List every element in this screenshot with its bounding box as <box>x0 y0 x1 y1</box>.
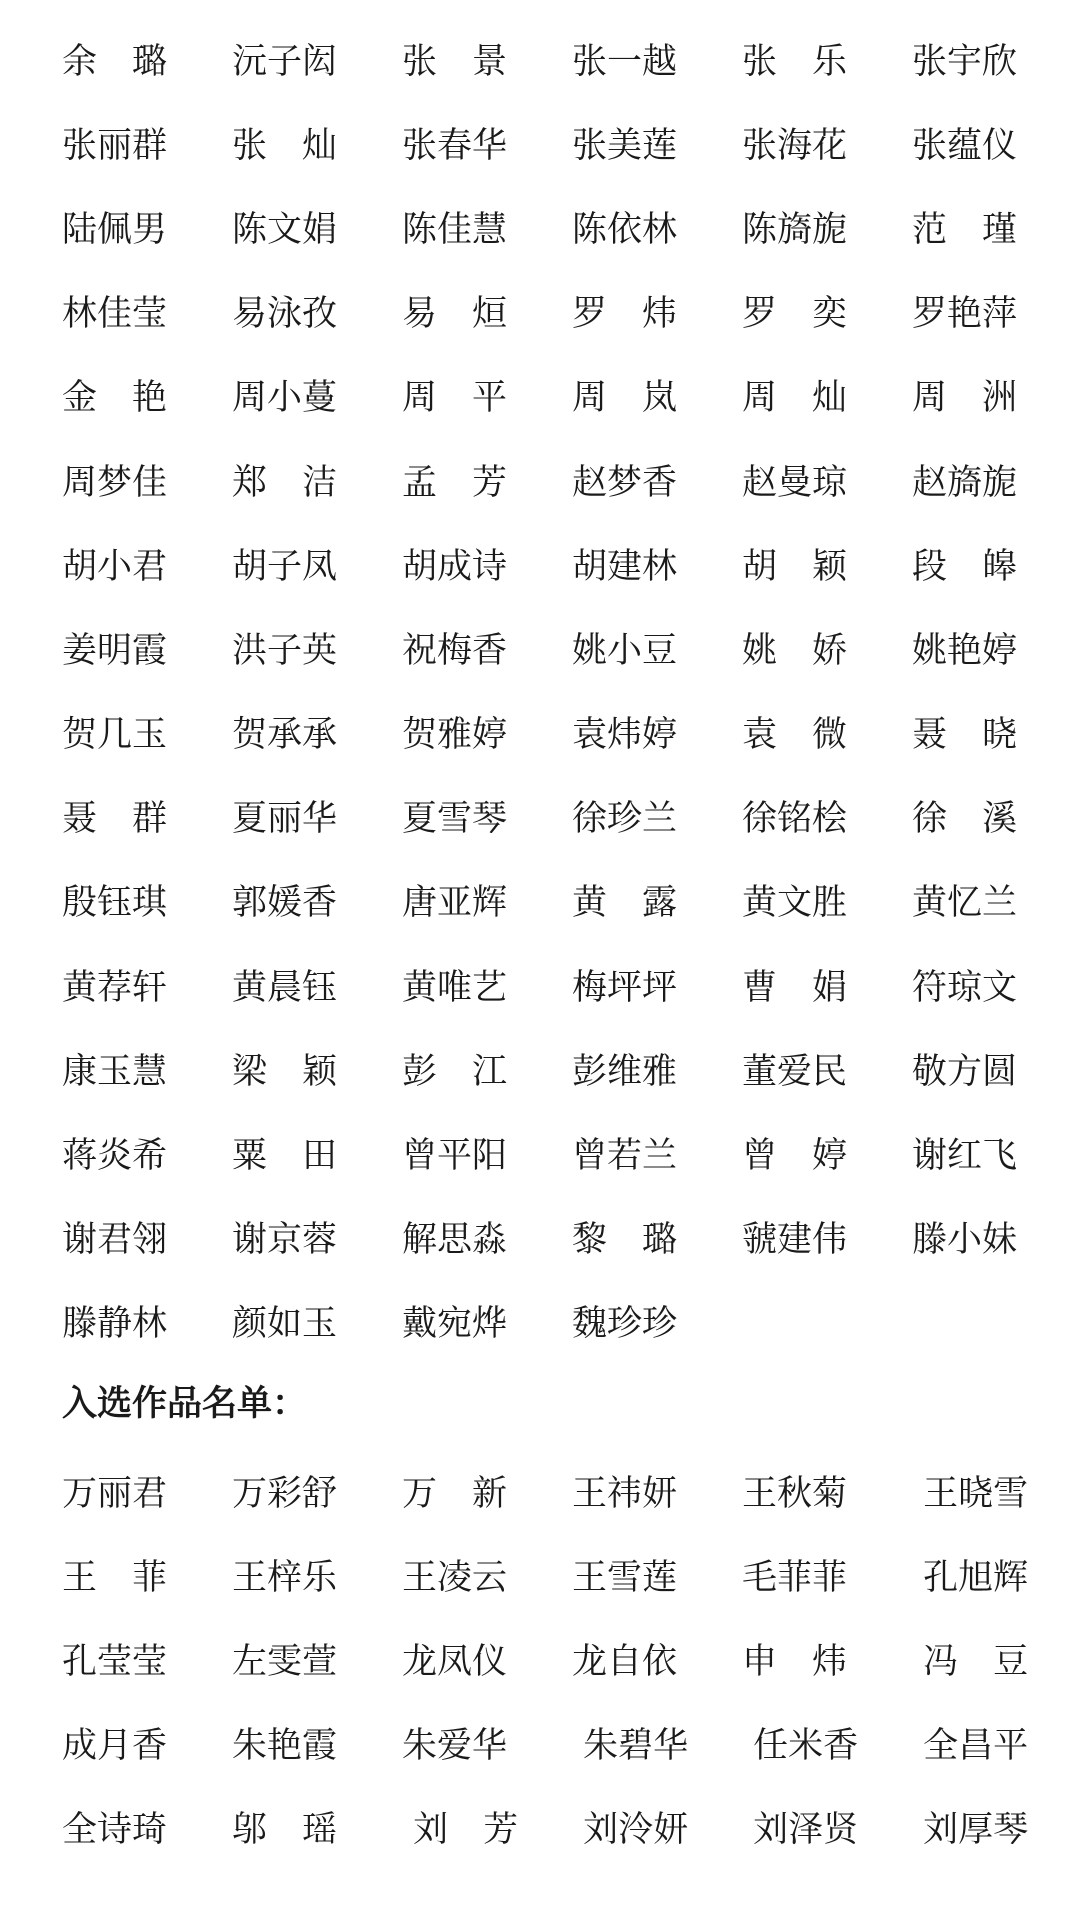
name-entry: 朱艳霞 <box>232 1726 338 1767</box>
name-entry: 赵梦香 <box>572 462 678 503</box>
name-entry: 范 瑾 <box>912 209 1018 250</box>
name-entry: 祝梅香 <box>402 630 508 671</box>
name-entry: 罗 炜 <box>572 294 678 335</box>
name-entry: 谢京蓉 <box>232 1220 338 1261</box>
name-entry: 黄晨钰 <box>232 967 338 1008</box>
name-entry: 孟 芳 <box>402 462 508 503</box>
name-entry: 梁 颖 <box>232 1051 338 1092</box>
name-entry: 陆佩男 <box>62 209 168 250</box>
name-entry: 贺雅婷 <box>402 715 508 756</box>
name-entry: 颜如玉 <box>232 1304 338 1345</box>
name-entry: 周 灿 <box>742 378 848 419</box>
name-entry: 姜明霞 <box>62 630 168 671</box>
name-list-grid <box>62 20 1080 1367</box>
name-entry: 董爱民 <box>742 1051 848 1092</box>
name-entry: 周 岚 <box>572 378 678 419</box>
name-entry: 沅子闳 <box>232 41 338 82</box>
name-entry: 张丽群 <box>62 125 168 166</box>
name-entry: 张美莲 <box>572 125 678 166</box>
name-entry: 刘 芳 <box>402 1810 519 1851</box>
name-entry: 黎 璐 <box>572 1220 678 1261</box>
name-entry: 周梦佳 <box>62 462 168 503</box>
name-entry: 解思淼 <box>402 1220 508 1261</box>
name-entry: 张春华 <box>402 125 508 166</box>
name-entry: 徐珍兰 <box>572 799 678 840</box>
name-entry: 万彩舒 <box>232 1473 338 1514</box>
name-entry: 张海花 <box>742 125 848 166</box>
name-entry: 徐 溪 <box>912 799 1018 840</box>
name-entry: 任米香 <box>742 1726 859 1767</box>
name-entry: 王雪莲 <box>572 1557 678 1598</box>
name-entry: 张 乐 <box>742 41 848 82</box>
name-entry: 张宇欣 <box>912 41 1018 82</box>
name-entry: 陈依林 <box>572 209 678 250</box>
name-entry: 袁炜婷 <box>572 715 678 756</box>
name-entry: 郑 洁 <box>232 462 338 503</box>
name-entry: 黄荐轩 <box>62 967 168 1008</box>
name-entry: 贺承承 <box>232 715 338 756</box>
name-entry: 张蕴仪 <box>912 125 1018 166</box>
name-entry: 金 艳 <box>62 378 168 419</box>
name-entry: 符琼文 <box>912 967 1018 1008</box>
name-entry: 黄唯艺 <box>402 967 508 1008</box>
name-entry: 戴宛烨 <box>402 1304 508 1345</box>
name-entry: 赵旖旎 <box>912 462 1018 503</box>
name-entry: 殷钰琪 <box>62 883 168 924</box>
name-entry: 陈文娟 <box>232 209 338 250</box>
name-entry: 朱碧华 <box>572 1726 689 1767</box>
name-entry: 周小蔓 <box>232 378 338 419</box>
name-entry: 姚艳婷 <box>912 630 1018 671</box>
name-entry: 张一越 <box>572 41 678 82</box>
name-entry: 易 烜 <box>402 294 508 335</box>
name-entry: 易泳孜 <box>232 294 338 335</box>
name-entry: 龙凤仪 <box>402 1641 508 1682</box>
name-entry: 申 炜 <box>742 1641 848 1682</box>
name-entry: 王梓乐 <box>232 1557 338 1598</box>
name-entry: 全诗琦 <box>62 1810 168 1851</box>
name-entry: 孔旭辉 <box>912 1557 1029 1598</box>
name-entry: 毛菲菲 <box>742 1557 848 1598</box>
name-entry: 魏珍珍 <box>572 1304 678 1345</box>
name-entry: 聂 群 <box>62 799 168 840</box>
name-entry: 谢红飞 <box>912 1136 1018 1177</box>
name-entry: 梅坪坪 <box>572 967 678 1008</box>
name-entry: 龙自依 <box>572 1641 678 1682</box>
name-entry: 谢君翎 <box>62 1220 168 1261</box>
name-entry: 全昌平 <box>912 1726 1029 1767</box>
name-entry: 刘泠妍 <box>572 1810 689 1851</box>
name-entry: 刘厚琴 <box>912 1810 1029 1851</box>
name-entry: 左雯萱 <box>232 1641 338 1682</box>
name-entry: 郭媛香 <box>232 883 338 924</box>
name-entry: 张 景 <box>402 41 508 82</box>
selected-works-list-grid <box>62 1452 1080 1873</box>
name-entry: 夏丽华 <box>232 799 338 840</box>
name-entry: 余 璐 <box>62 41 168 82</box>
name-entry: 洪子英 <box>232 630 338 671</box>
name-entry: 冯 豆 <box>912 1641 1029 1682</box>
name-entry: 周 平 <box>402 378 508 419</box>
name-entry: 夏雪琴 <box>402 799 508 840</box>
name-entry: 胡 颖 <box>742 546 848 587</box>
name-entry: 段 皞 <box>912 546 1018 587</box>
name-entry: 袁 微 <box>742 715 848 756</box>
section-heading: 入选作品名单： <box>62 1384 308 1424</box>
name-entry: 曾平阳 <box>402 1136 508 1177</box>
name-entry: 胡子凤 <box>232 546 338 587</box>
name-entry: 彭 江 <box>402 1051 508 1092</box>
name-entry: 王晓雪 <box>912 1473 1029 1514</box>
name-entry: 胡建林 <box>572 546 678 587</box>
name-entry: 曾若兰 <box>572 1136 678 1177</box>
name-entry: 王祎妍 <box>572 1473 678 1514</box>
name-entry: 粟 田 <box>232 1136 338 1177</box>
name-entry: 唐亚辉 <box>402 883 508 924</box>
name-entry: 王 菲 <box>62 1557 168 1598</box>
name-entry: 陈佳慧 <box>402 209 508 250</box>
name-entry: 罗 奕 <box>742 294 848 335</box>
name-entry: 滕小妹 <box>912 1220 1018 1261</box>
name-entry: 王秋菊 <box>742 1473 848 1514</box>
name-entry: 周 洲 <box>912 378 1018 419</box>
name-entry: 陈旖旎 <box>742 209 848 250</box>
name-entry: 虢建伟 <box>742 1220 848 1261</box>
name-entry: 成月香 <box>62 1726 168 1767</box>
name-entry: 曹 娟 <box>742 967 848 1008</box>
name-entry: 姚小豆 <box>572 630 678 671</box>
name-entry: 黄忆兰 <box>912 883 1018 924</box>
name-entry: 刘泽贤 <box>742 1810 859 1851</box>
name-entry: 贺几玉 <box>62 715 168 756</box>
name-entry: 张 灿 <box>232 125 338 166</box>
name-entry: 黄 露 <box>572 883 678 924</box>
name-entry: 王凌云 <box>402 1557 508 1598</box>
name-entry: 曾 婷 <box>742 1136 848 1177</box>
name-entry: 赵曼琼 <box>742 462 848 503</box>
name-entry: 姚 娇 <box>742 630 848 671</box>
name-entry: 胡成诗 <box>402 546 508 587</box>
name-entry: 滕静林 <box>62 1304 168 1345</box>
name-entry: 康玉慧 <box>62 1051 168 1092</box>
name-entry: 敬方圆 <box>912 1051 1018 1092</box>
name-entry: 林佳莹 <box>62 294 168 335</box>
name-entry: 黄文胜 <box>742 883 848 924</box>
name-entry: 万 新 <box>402 1473 508 1514</box>
name-entry: 彭维雅 <box>572 1051 678 1092</box>
name-entry: 胡小君 <box>62 546 168 587</box>
name-entry: 万丽君 <box>62 1473 168 1514</box>
name-entry: 孔莹莹 <box>62 1641 168 1682</box>
name-entry: 聂 晓 <box>912 715 1018 756</box>
name-entry: 徐铭桧 <box>742 799 848 840</box>
name-entry: 罗艳萍 <box>912 294 1018 335</box>
name-entry: 邬 瑶 <box>232 1810 338 1851</box>
name-entry: 蒋炎希 <box>62 1136 168 1177</box>
name-entry: 朱爱华 <box>402 1726 508 1767</box>
